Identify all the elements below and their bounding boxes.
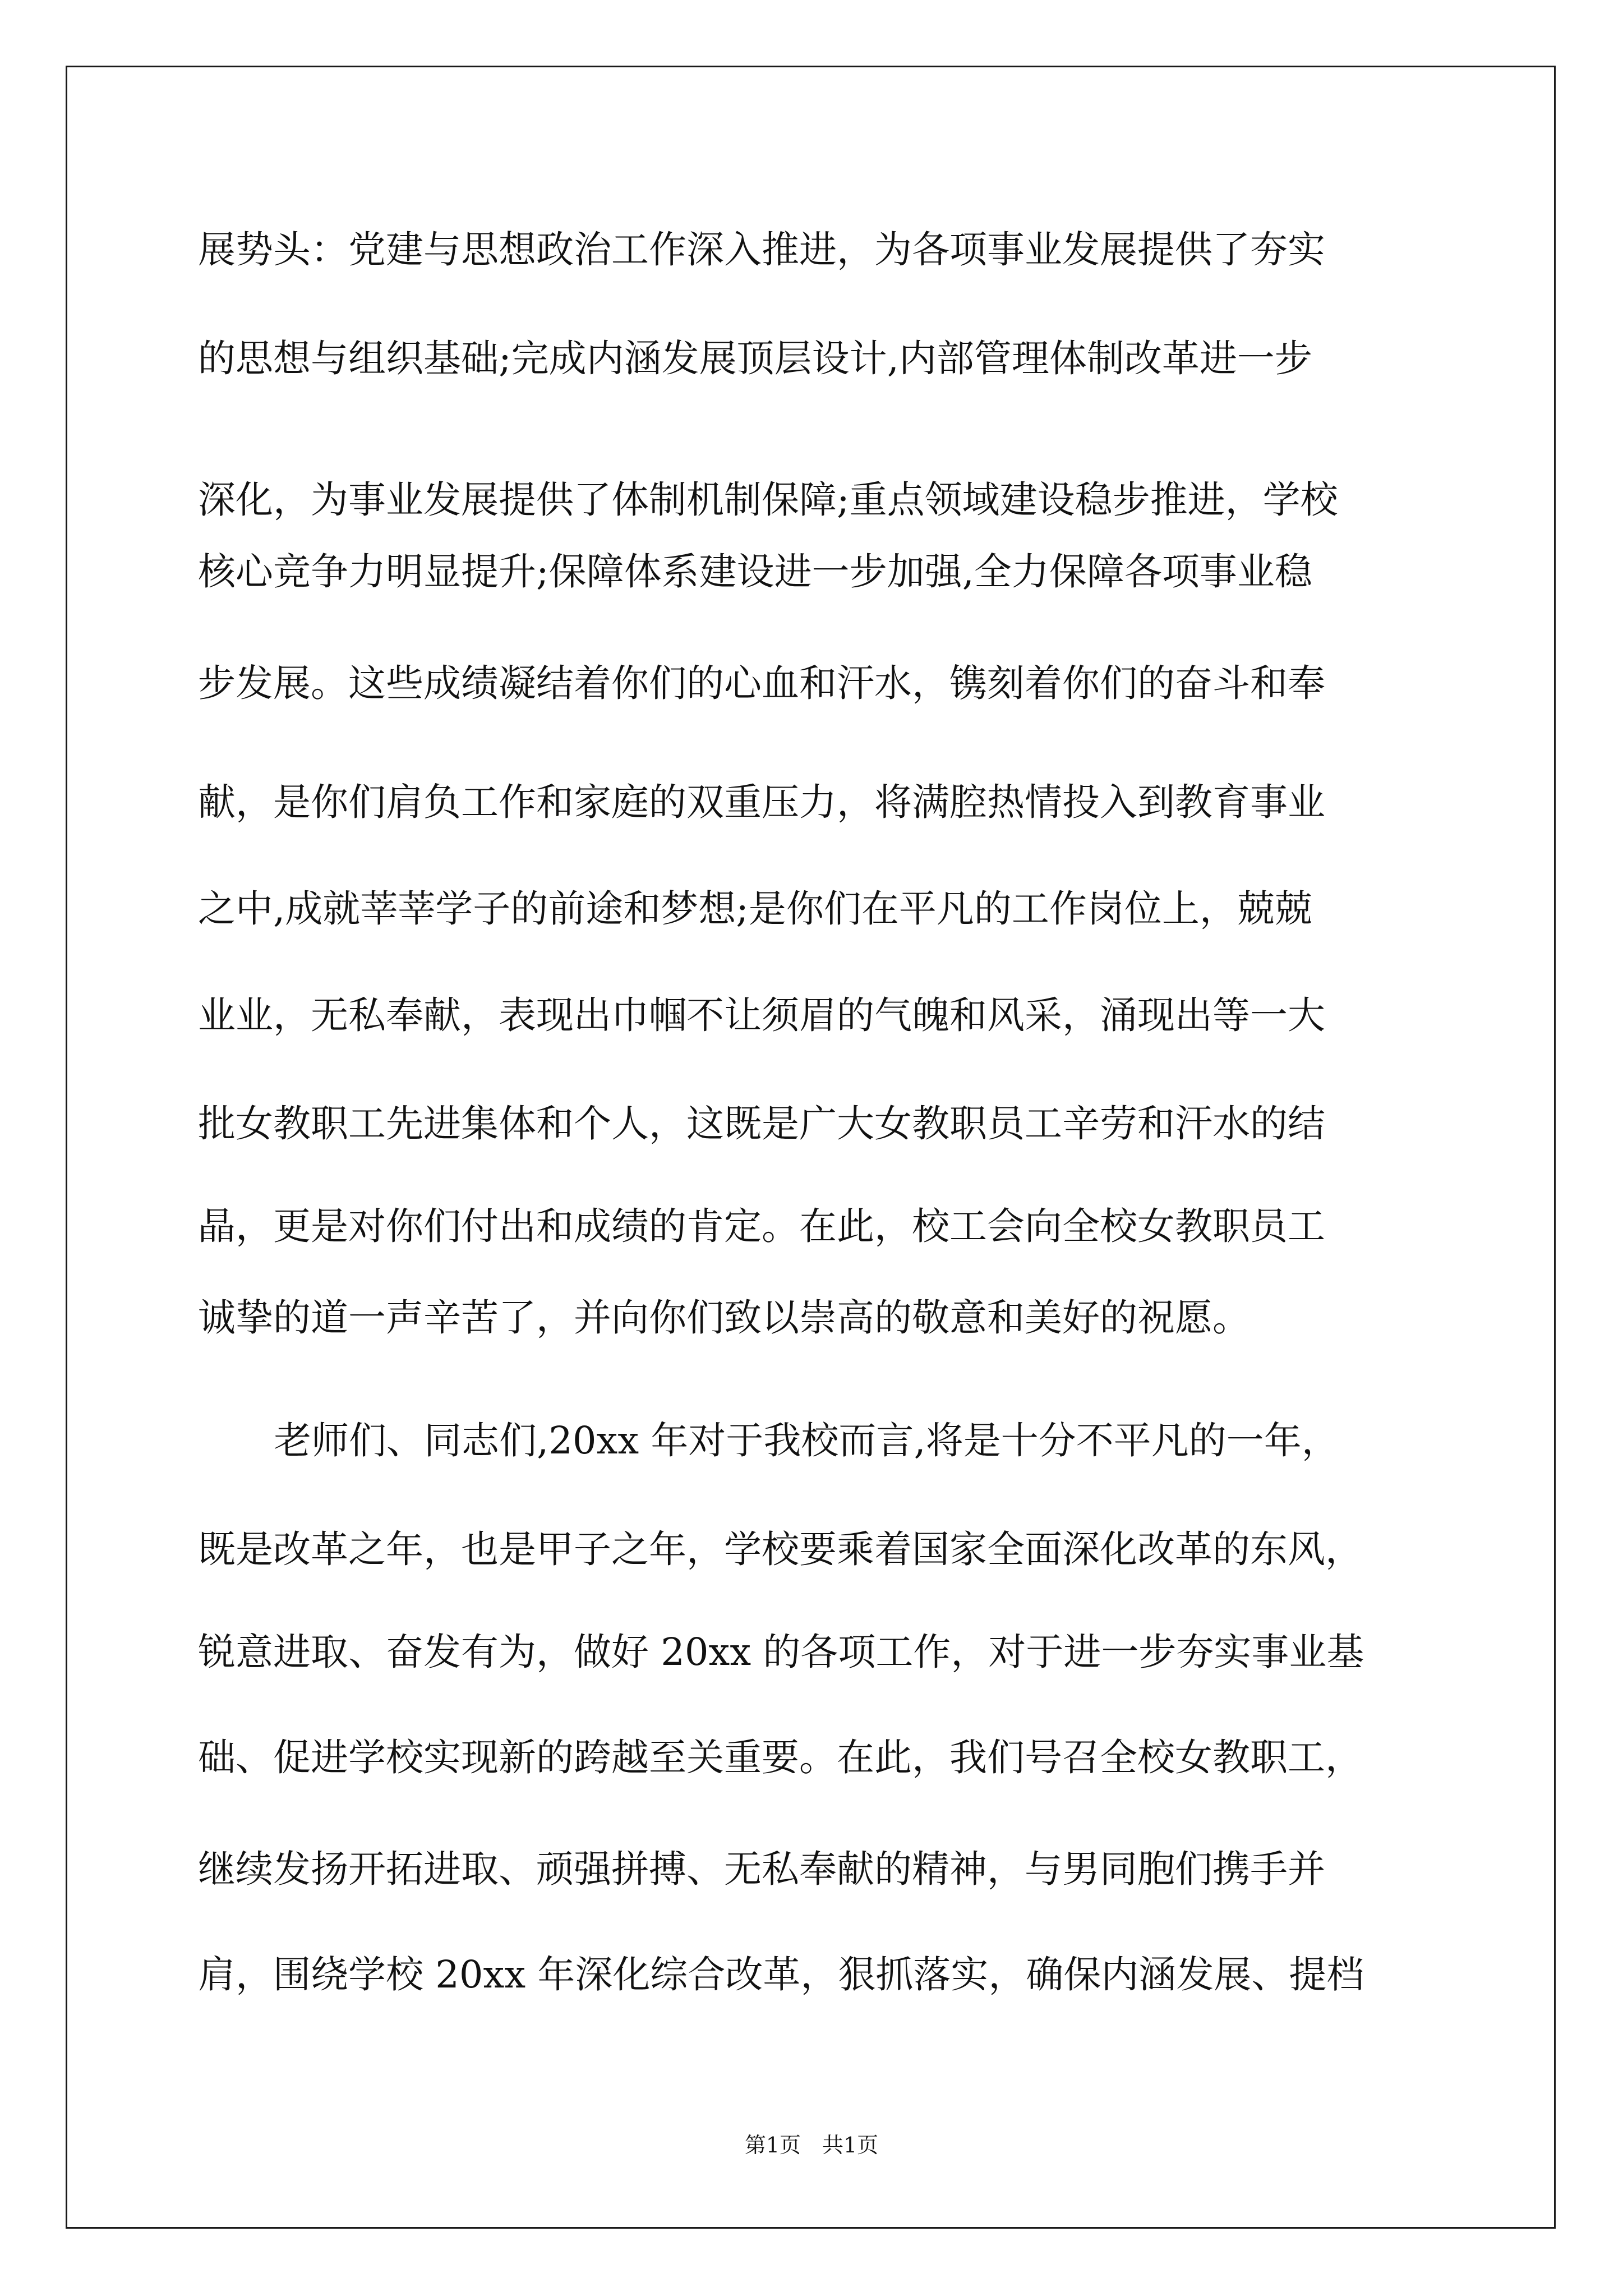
- body-text-line: 核心竞争力明显提升;保障体系建设进一步加强,全力保障各项事业稳: [198, 550, 1312, 593]
- body-text-line: 锐意进取、奋发有为，做好 20xx 的各项工作，对于进一步夯实事业基: [198, 1630, 1364, 1674]
- body-text-line: 既是改革之年，也是甲子之年，学校要乘着国家全面深化改革的东风，: [198, 1527, 1363, 1571]
- body-text-line: 诚挚的道一声辛苦了，并向你们致以崇高的敬意和美好的祝愿。: [198, 1296, 1250, 1340]
- body-text-line: 展势头：党建与思想政治工作深入推进，为各项事业发展提供了夯实: [198, 228, 1325, 272]
- body-text-line: 晶，更是对你们付出和成绩的肯定。在此，校工会向全校女教职员工: [198, 1204, 1325, 1248]
- body-text-line: 之中,成就莘莘学子的前途和梦想;是你们在平凡的工作岗位上，兢兢: [198, 887, 1312, 931]
- body-text-line: 献，是你们肩负工作和家庭的双重压力，将满腔热情投入到教育事业: [198, 780, 1325, 824]
- body-text-line: 深化，为事业发展提供了体制机制保障;重点领域建设稳步推进，学校: [198, 478, 1338, 522]
- body-text-line: 础、促进学校实现新的跨越至关重要。在此，我们号召全校女教职工，: [198, 1736, 1363, 1779]
- body-text-line: 业业，无私奉献，表现出巾帼不让须眉的气魄和风采，涌现出等一大: [198, 993, 1325, 1037]
- body-text-line: 步发展。这些成绩凝结着你们的心血和汗水，镌刻着你们的奋斗和奉: [198, 661, 1325, 705]
- body-text-line: 肩，围绕学校 20xx 年深化综合改革，狠抓落实，确保内涵发展、提档: [198, 1953, 1364, 1996]
- page-footer: 第1页 共1页: [744, 2133, 879, 2157]
- body-text-line: 批女教职工先进集体和个人，这既是广大女教职员工辛劳和汗水的结: [198, 1102, 1325, 1145]
- page-border: [66, 66, 1556, 2229]
- body-text-line: 老师们、同志们,20xx 年对于我校而言,将是十分不平凡的一年，: [274, 1419, 1339, 1462]
- body-text-line: 继续发扬开拓进取、顽强拼搏、无私奉献的精神，与男同胞们携手并: [198, 1847, 1325, 1891]
- body-text-line: 的思想与组织基础;完成内涵发展顶层设计,内部管理体制改革进一步: [198, 337, 1312, 380]
